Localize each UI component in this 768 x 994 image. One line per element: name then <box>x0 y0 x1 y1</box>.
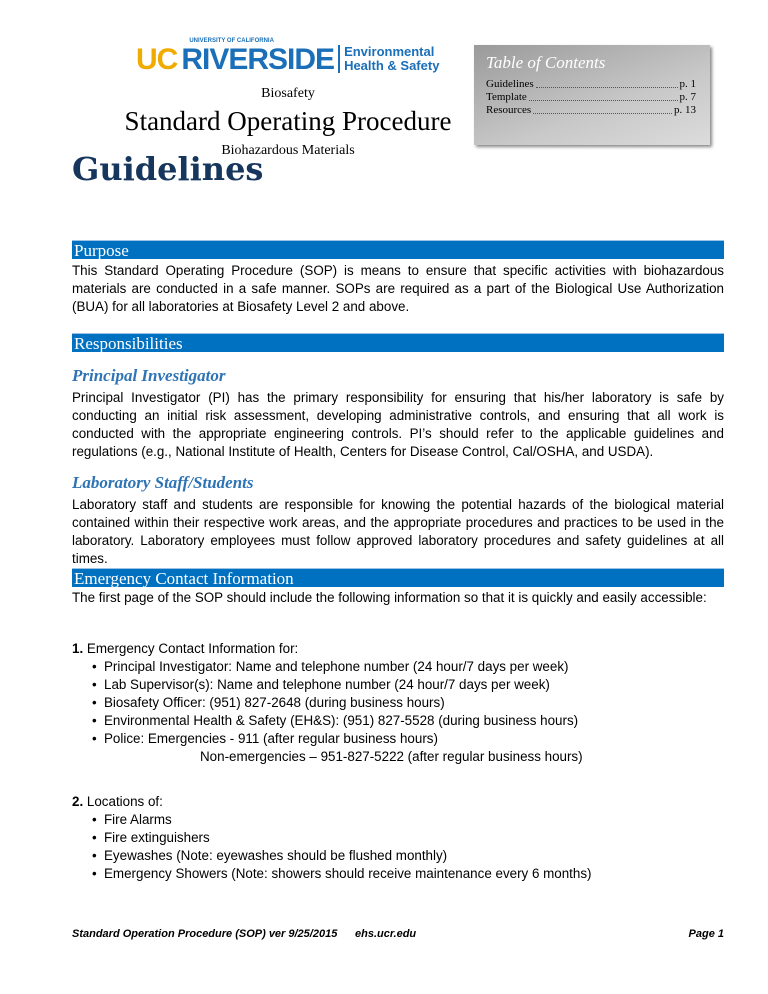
section-bar-purpose: Purpose <box>72 240 724 259</box>
list-item: • Lab Supervisor(s): Name and telephone number (24 hour/7 days per week) <box>104 676 724 694</box>
list-item: • Eyewashes (Note: eyewashes should be flushed monthly) <box>104 847 724 865</box>
subheading-staff: Laboratory Staff/Students <box>72 473 254 492</box>
toc-item-resources[interactable] <box>486 104 696 117</box>
pi-text: Principal Investigator (PI) has the primary responsibility for ensuring that his/her laboratory is safe by conducting an initial risk assessment, developing administrative controls, and ensuring that all work is conducted with the appropriate engineering controls. PI’s should refer to the applicable guidelines and regulations (e.g., National Institute of Health, Centers for Disease Control, Cal/OSHA, and USDA). <box>72 390 724 459</box>
toc-item-guidelines[interactable] <box>486 78 696 91</box>
list-item: • Biosafety Officer: (951) 827-2648 (during business hours) <box>104 694 724 712</box>
footer-page: Page 1 <box>688 928 724 940</box>
list-item: • Principal Investigator: Name and telephone number (24 hour/7 days per week) <box>104 658 724 676</box>
list-title: Emergency Contact Information for: <box>86 641 299 656</box>
toc-page: p. 1 <box>679 78 696 90</box>
section-bar-responsibilities: Responsibilities <box>72 333 724 352</box>
toc-label: Guidelines <box>486 78 534 90</box>
toc-item-template[interactable] <box>486 91 696 104</box>
emergency-intro: The first page of the SOP should include the following information so that it is quickly and easily accessible: <box>72 590 707 605</box>
list-item: • Emergency Showers (Note: showers should receive maintenance every 6 months) <box>104 865 724 883</box>
logo-dept <box>338 45 439 73</box>
logo-riverside <box>181 38 334 75</box>
logo-dept-2: Health & Safety <box>344 58 440 73</box>
list-item: • Fire extinguishers <box>104 829 724 847</box>
list-locations <box>72 793 724 883</box>
program-label: Biosafety <box>261 86 315 101</box>
list-item: • Police: Emergencies - 911 (after regular business hours) <box>104 730 724 748</box>
toc-label: Resources <box>486 104 532 116</box>
footer-url[interactable]: ehs.ucr.edu <box>355 928 417 940</box>
list-title: Locations of: <box>86 794 163 809</box>
doc-subtitle: Biohazardous Materials <box>221 143 355 158</box>
toc-page: p. 13 <box>674 104 696 116</box>
list-item: • Environmental Health & Safety (EH&S): (951) 827-5528 (during business hours) <box>104 712 724 730</box>
logo-dept-1: Environmental <box>344 44 435 59</box>
doc-title: Standard Operating Procedure <box>124 106 452 136</box>
footer-left: Standard Operation Procedure (SOP) ver 9/25/2015 <box>72 928 338 940</box>
logo-riverside-text: RIVERSIDE <box>181 43 335 76</box>
toc-page: p. 7 <box>679 91 696 103</box>
toc-label: Template <box>486 91 527 103</box>
subheading-pi: Principal Investigator <box>72 366 226 385</box>
logo-uc: UC <box>136 43 178 76</box>
list-contacts <box>72 640 724 766</box>
ucr-ehs-logo <box>136 38 439 75</box>
list-item: • Fire Alarms <box>104 811 724 829</box>
list-item-continued: Non-emergencies – 951-827-5222 (after regular business hours) <box>200 749 583 764</box>
section-bar-emergency: Emergency Contact Information <box>72 568 724 587</box>
logo-univ: UNIVERSITY OF CALIFORNIA <box>189 38 274 44</box>
list-number: 1. <box>72 641 84 656</box>
table-of-contents <box>474 45 710 145</box>
purpose-text: This Standard Operating Procedure (SOP) is means to ensure that specific activities with biohazardous materials are conducted in a safe manner. SOPs are required as a part of the Biological Use Authorization (BUA) for all laboratories at Biosafety Level 2 and above. <box>72 263 724 314</box>
toc-title: Table of Contents <box>486 53 606 72</box>
page-heading: Guidelines <box>72 150 264 188</box>
staff-text: Laboratory staff and students are responsible for knowing the potential hazards of the biological material contained within their respective work areas, and the appropriate procedures and practices to be used in the laboratory. Laboratory employees must follow approved laboratory procedures and safety guidelines at all times. <box>72 497 724 566</box>
list-number: 2. <box>72 794 84 809</box>
